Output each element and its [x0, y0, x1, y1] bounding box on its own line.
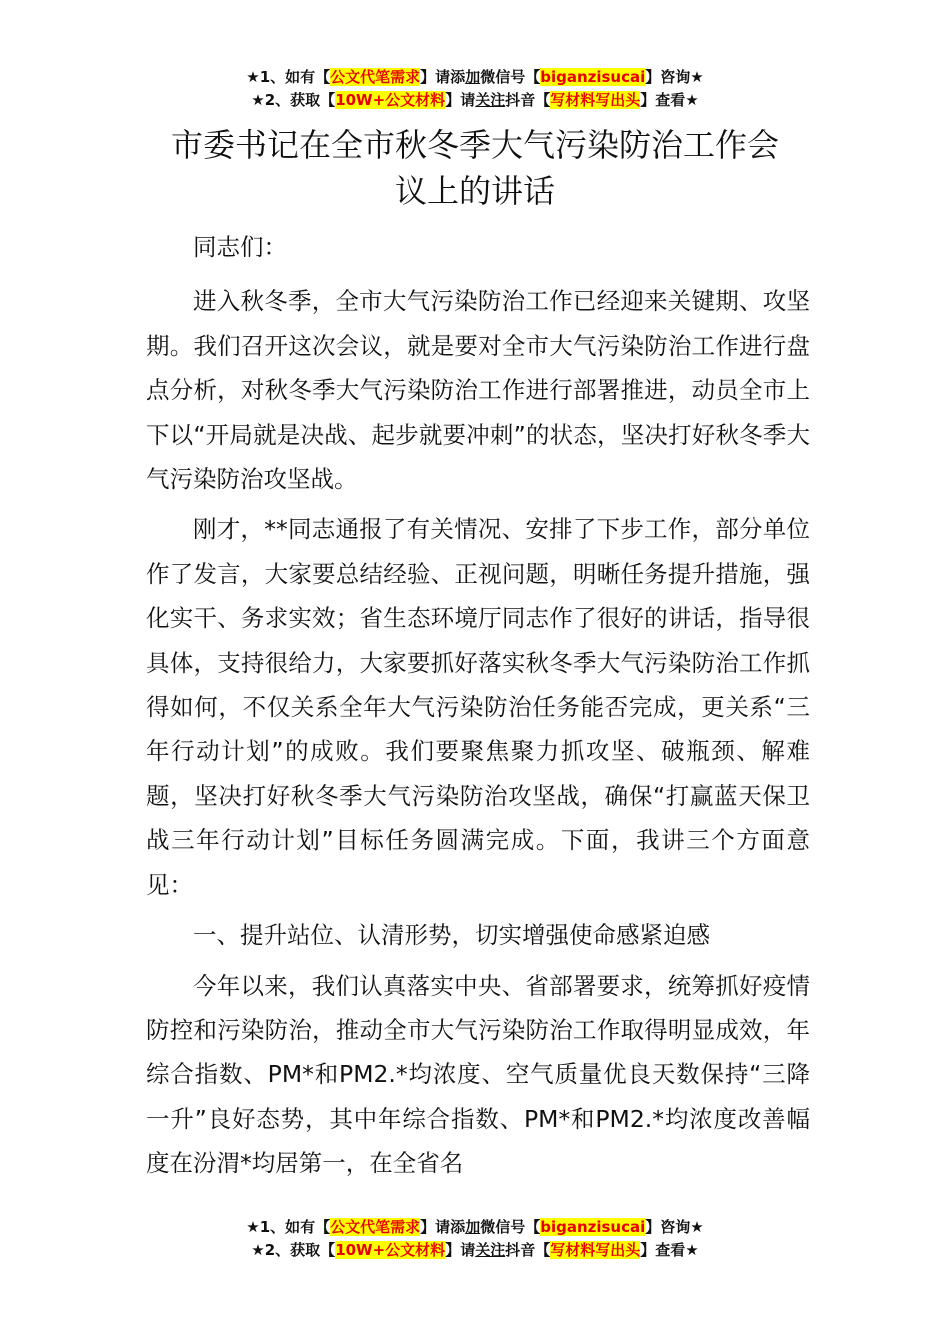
document-title-line-1: 市委书记在全市秋冬季大气污染防治工作会 — [170, 126, 779, 164]
footer-line-2-prefix: ★2、获取【 — [251, 1241, 336, 1259]
footer-line-2-text-b: 抖音【 — [505, 1241, 551, 1259]
footer-promo-line-1 — [0, 1216, 950, 1239]
promo-line-1-text-a: 】请添 — [420, 68, 466, 86]
salutation: 同志们： — [193, 233, 287, 261]
document-title — [0, 122, 950, 214]
promo-line-2-underlined: 关注 — [475, 91, 506, 109]
footer-line-1-suffix: 】咨询★ — [645, 1218, 704, 1236]
footer-line-1-text-b: 微信号【 — [480, 1218, 541, 1236]
promo-line-2-highlight-douyin: 写材料写出头 — [550, 91, 641, 109]
footer-line-2-text-a: 】请 — [445, 1241, 476, 1259]
footer-line-1-text-a: 】请添 — [420, 1218, 466, 1236]
promo-line-2-text-b: 抖音【 — [505, 91, 551, 109]
promo-line-2-text-a: 】请 — [445, 91, 476, 109]
promo-line-2-highlight-materials: 10W+公文材料 — [335, 91, 446, 109]
paragraph-review: 刚才，**同志通报了有关情况、安排了下步工作，部分单位作了发言，大家要总结经验、正视问题，明晰任务提升措施，强化实干、务求实效；省生态环境厅同志作了很好的讲话，指导很具体，支持很给力，大家要抓好落实秋冬季大气污染防治工作抓得如何，不仅关系全年大气污染防治任务能否完成，更关系“三年行动计划”的成败。我们要聚焦聚力抓攻坚、破瓶颈、解难题，坚决打好秋冬季大气污染防治攻坚战，确保“打赢蓝天保卫战三年行动计划”目标任务圆满完成。下面，我讲三个方面意见： — [146, 515, 810, 899]
promo-line-1-prefix: ★1、如有【 — [246, 68, 331, 86]
document-body — [146, 225, 810, 1192]
header-promo-banner — [0, 66, 950, 112]
promo-line-1-text-b: 微信号【 — [480, 68, 541, 86]
promo-line-1-underlined: 加 — [465, 68, 481, 86]
footer-line-1-highlight-service: 公文代笔需求 — [330, 1218, 421, 1236]
footer-promo-banner — [0, 1216, 950, 1262]
promo-line-1-suffix: 】咨询★ — [645, 68, 704, 86]
promo-line-2 — [0, 89, 950, 112]
promo-line-2-suffix: 】查看★ — [640, 91, 699, 109]
footer-line-2-suffix: 】查看★ — [640, 1241, 699, 1259]
promo-line-1-highlight-service: 公文代笔需求 — [330, 68, 421, 86]
document-title-line-2: 议上的讲话 — [394, 172, 555, 210]
paragraph-achievements: 今年以来，我们认真落实中央、省部署要求，统筹抓好疫情防控和污染防治，推动全市大气污染防治工作取得明显成效，年综合指数、PM*和PM2.*均浓度、空气质量优良天数保持“三降一升”良好态势，其中年综合指数、PM*和PM2.*均浓度改善幅度在汾渭*均居第一，在全省名 — [146, 971, 810, 1178]
promo-line-2-prefix: ★2、获取【 — [251, 91, 336, 109]
footer-line-2-underlined: 关注 — [475, 1241, 506, 1259]
footer-line-1-highlight-wechat: biganzisucai — [540, 1218, 646, 1236]
footer-line-1-underlined: 加 — [465, 1218, 481, 1236]
footer-line-2-highlight-douyin: 写材料写出头 — [550, 1241, 641, 1259]
footer-line-1-prefix: ★1、如有【 — [246, 1218, 331, 1236]
footer-promo-line-2 — [0, 1239, 950, 1262]
promo-line-1-highlight-wechat: biganzisucai — [540, 68, 646, 86]
section-heading-1: 一、提升站位、认清形势，切实增强使命感紧迫感 — [193, 921, 710, 950]
paragraph-intro: 进入秋冬季，全市大气污染防治工作已经迎来关键期、攻坚期。我们召开这次会议，就是要对全市大气污染防治工作进行盘点分析，对秋冬季大气污染防治工作进行部署推进，动员全市上下以“开局就是决战、起步就要冲刺”的状态，坚决打好秋冬季大气污染防治攻坚战。 — [146, 287, 810, 494]
promo-line-1 — [0, 66, 950, 89]
footer-line-2-highlight-materials: 10W+公文材料 — [335, 1241, 446, 1259]
